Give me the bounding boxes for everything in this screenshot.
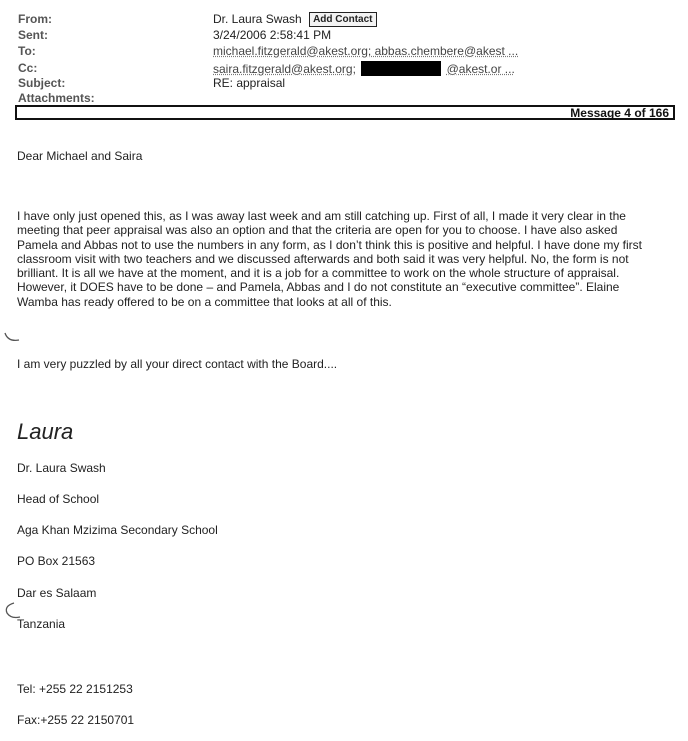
cc-row [213,61,515,76]
from-row [213,12,377,27]
from-value: Dr. Laura Swash [213,12,302,26]
signature-name: Dr. Laura Swash [17,461,106,475]
attachments-label: Attachments: [18,91,95,105]
subject-label: Subject: [18,76,66,90]
body-paragraph-2: I am very puzzled by all your direct contact with the Board.... [17,357,338,371]
body-paragraph-1: I have only just opened this, as I was away last week and am still catching up. First of all, I made it very clear in the meeting that peer appraisal was also an option and that the criteria are open for you to choose. I have also asked Pamela and Abbas not to use the numbers in any form, as I don’t think this is positive and helpful. I have done my first classroom visit with two teachers and we discussed afterwards and both said it was very helpful. No, the form is not brilliant. It is all we have at the moment, and it is a job for a committee to work on the whole structure of appraisal. However, it DOES have to be done – and Pamela, Abbas and I do not constitute an “executive committee”. Elaine Wamba has ready offered to be on a committee that looks at all of this. [17,209,643,309]
sent-value: 3/24/2006 2:58:41 PM [213,28,332,42]
to-label: To: [18,44,36,58]
signature-city: Dar es Salaam [17,586,97,600]
add-contact-button[interactable]: Add Contact [309,12,376,27]
from-label: From: [18,12,52,26]
message-counter-bar [15,105,675,120]
punch-hole-mark-1 [2,328,22,346]
sent-label: Sent: [18,28,48,42]
signature-po-box: PO Box 21563 [17,554,96,568]
signature-school: Aga Khan Mzizima Secondary School [17,523,218,537]
signature-title: Head of School [17,492,100,506]
to-row [213,44,518,58]
redaction-box [361,61,441,76]
signature-country: Tanzania [17,617,66,631]
punch-hole-mark-2 [2,600,22,624]
greeting: Dear Michael and Saira [17,149,143,163]
cc-label: Cc: [18,61,38,75]
cc-recipient-link-2[interactable]: @akest.or ... [446,62,515,76]
message-counter: Message 4 of 166 [570,106,669,120]
cc-recipient-link-1[interactable]: saira.fitzgerald@akest.org; [213,62,356,76]
subject-value: RE: appraisal [213,76,286,90]
signature-tel: Tel: +255 22 2151253 [17,682,133,696]
signature-handwritten-name: Laura [17,419,74,444]
to-recipients-link[interactable]: michael.fitzgerald@akest.org; abbas.chembere@akest ... [213,44,519,58]
signature-fax: Fax:+255 22 2150701 [17,713,135,727]
